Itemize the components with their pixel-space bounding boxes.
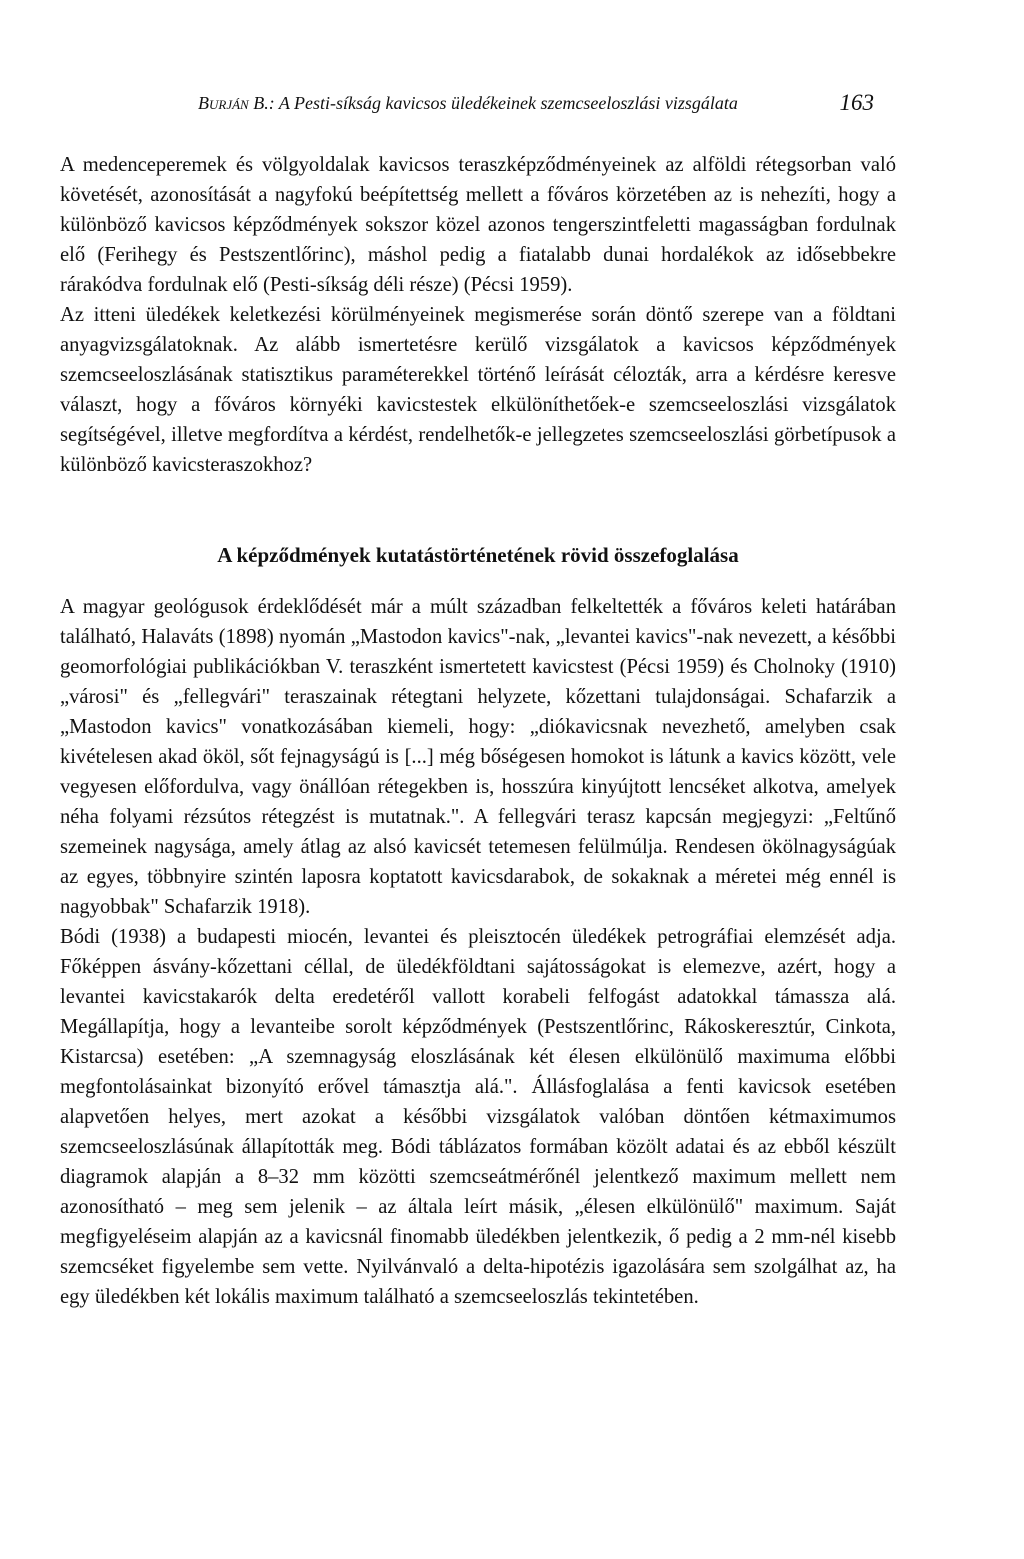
journal-page [60, 86, 896, 1312]
running-header [60, 86, 896, 120]
article-body [60, 150, 896, 1312]
page-number: 163 [839, 90, 874, 115]
paragraph-section-1: A magyar geológusok érdeklődését már a múlt században felkeltették a főváros keleti határában található, Halaváts (1898) nyomán „Mastodon kavics"-nak, „levantei kavics"-nak nevezett, a későbbi geomorfológiai publikációkban V. teraszként ismertetett kavicstest (Pécsi 1959) és Cholnoky (1910) „városi" és „fellegvári" teraszainak rétegtani helyzete, kőzettani tulajdonságai. Schafarzik a „Mastodon kavics" vonatkozásában kiemeli, hogy: „diókavicsnak nevezhető, amelyben csak kivételesen akad ököl, sőt fejnagyságú is [...] még bőségesen homokot is látunk a kavics között, vele vegyesen előfordulva, vagy önállóan rétegekben is, hosszúra kinyújtott lencséket alkotva, amelyek néha folyami rézsútos rétegzést is mutatnak.". A fellegvári terasz kapcsán megjegyzi: „Feltűnő szemeinek nagysága, amely átlag az alsó kavicsét tetemesen felülmúlja. Rendesen ökölnagyságúak az egyes, többnyire szintén laposra koptatott kavicsdarabok, de sokaknak a méretei még ennél is nagyobbak" Schafarzik 1918). [60, 596, 896, 918]
paragraph-intro-2: Az itteni üledékek keletkezési körülményeinek megismerése során döntő szerepe van a földtani anyagvizsgálatoknak. Az alább ismertetésre kerülő vizsgálatok a kavicsos képződmények szemcseeloszlásának statisztikus paraméterekkel történő leírását célozták, arra a kérdésre keresve választ, hogy a főváros környéki kavicstestek elkülöníthetőek-e szemcseeloszlási vizsgálatok segítségével, illetve megfordítva a kérdést, rendelhetők-e jellegzetes szemcseeloszlási görbetípusok a különböző kavicsteraszokhoz? [60, 304, 896, 476]
paragraph-intro-1: A medenceperemek és völgyoldalak kavicsos teraszképződményeinek az alföldi rétegsorban való követését, azonosítását a nagyfokú beépítettség mellett a főváros körzetében az is nehezíti, hogy a különböző kavicsos képződmények sokszor közel azonos tengerszintfeletti magasságban fordulnak elő (Ferihegy és Pestszentlőrinc), máshol pedig a fiatalabb dunai hordalékok az idősebbekre rárakódva fordulnak elő (Pesti-síkság déli része) (Pécsi 1959). [60, 154, 896, 296]
running-title-text: : A Pesti-síkság kavicsos üledékeinek szemcseeloszlási vizsgálata [268, 93, 738, 113]
running-title-author: Burján B. [198, 93, 269, 113]
paragraph-section-2: Bódi (1938) a budapesti miocén, levantei és pleisztocén üledékek petrográfiai elemzését adja. Főképpen ásvány-kőzettani céllal, de üledékföldtani sajátosságokat is elemezve, azért, hogy a levantei kavicstakarók delta eredetéről vallott korabeli felfogást adatokkal támassza alá. Megállapítja, hogy a levanteibe sorolt képződmények (Pestszentlőrinc, Rákoskeresztúr, Cinkota, Kistarcsa) esetében: „A szemnagyság eloszlásának két élesen elkülönülő maximuma előbbi megfontolásainkat bizonyító erővel támasztja alá.". Állásfoglalása a fenti kavicsok esetében alapvetően helyes, mert azokat a későbbi vizsgálatok valóban döntően kétmaximumos szemcseeloszlásúnak állapították meg. Bódi táblázatos formában közölt adatai és az ebből készült diagramok alapján a 8–32 mm közötti szemcseátmérőnél jelentkező maximum mellett nem azonosítható – meg sem jelenik – az általa leírt másik, „élesen elkülönülő" maximum. Saját megfigyeléseim alapján az a kavicsnál finomabb üledékben jelentkezik, ő pedig a 2 mm-nél kisebb szemcséket figyelembe sem vette. Nyilvánvaló a delta-hipotézis igazolására sem szolgálhat az, ha egy üledékben két lokális maximum található a szemcseeloszlás tekintetében. [60, 926, 896, 1308]
running-title [198, 86, 738, 120]
section-heading: A képződmények kutatástörténetének rövid összefoglalása [217, 543, 739, 567]
